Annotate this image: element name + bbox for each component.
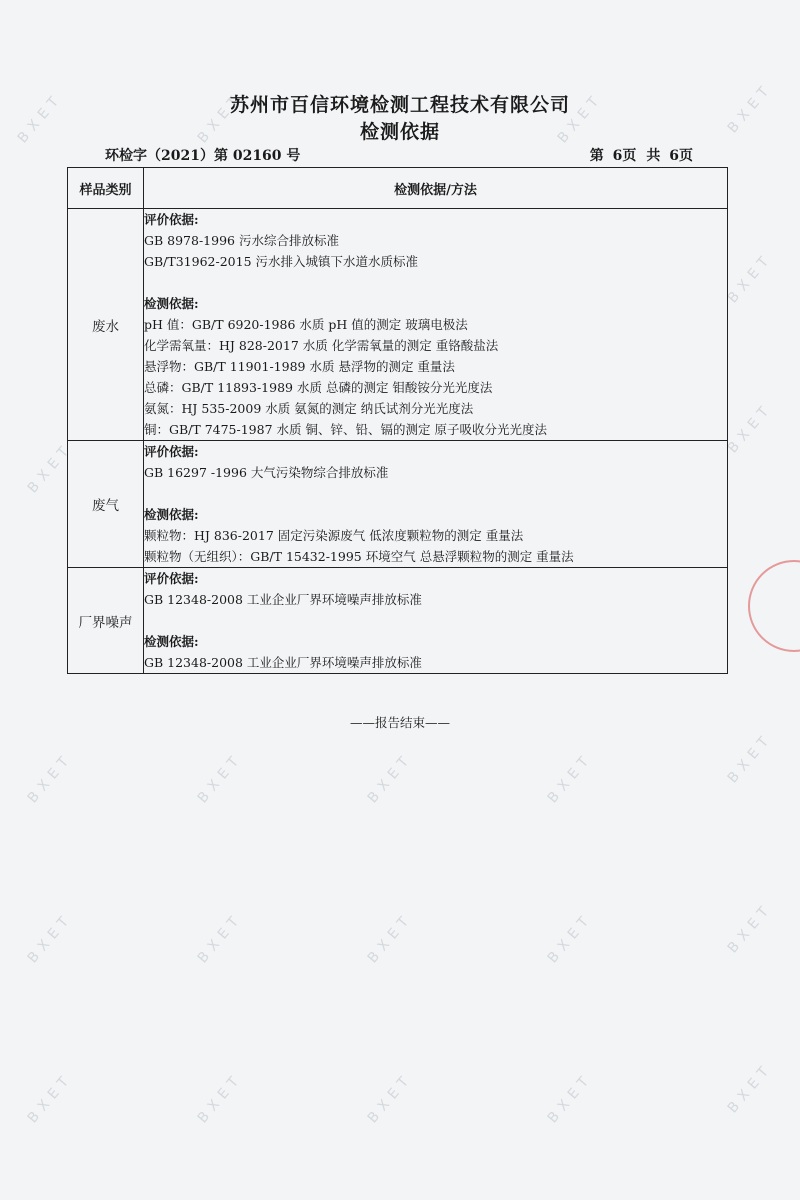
eval-basis-label: 评价依据:: [144, 212, 199, 227]
test-item: pH 值：GB/T 6920-1986 水质 pH 值的测定 玻璃电极法: [144, 317, 468, 332]
watermark-text: BXET: [364, 1069, 416, 1127]
page-current: 第 6页: [589, 148, 637, 164]
test-item: 总磷：GB/T 11893-1989 水质 总磷的测定 钼酸铵分光光度法: [144, 380, 493, 395]
document-number: 环检字（2021）第 02160 号: [105, 148, 301, 164]
eval-basis-label: 评价依据:: [144, 444, 199, 459]
watermark-text: BXET: [544, 1069, 596, 1127]
watermark-text: BXET: [724, 1059, 776, 1117]
method-cell: [144, 441, 728, 568]
test-item: 化学需氧量：HJ 828-2017 水质 化学需氧量的测定 重铬酸盐法: [144, 338, 499, 353]
eval-item: GB/T31962-2015 污水排入城镇下水道水质标准: [144, 254, 418, 269]
watermark-text: BXET: [724, 399, 776, 457]
watermark-text: BXET: [554, 89, 606, 147]
test-basis-label: 检测依据:: [144, 296, 199, 311]
watermark-text: BXET: [724, 79, 776, 137]
test-basis-table: [67, 167, 728, 674]
watermark-text: BXET: [544, 909, 596, 967]
table-row-waste-gas: [68, 441, 728, 568]
watermark-text: BXET: [24, 909, 76, 967]
eval-item: GB 16297 -1996 大气污染物综合排放标准: [144, 465, 389, 480]
category-cell: 厂界噪声: [68, 568, 144, 674]
method-cell: [144, 568, 728, 674]
test-basis-label: 检测依据:: [144, 507, 199, 522]
test-item: 悬浮物：GB/T 11901-1989 水质 悬浮物的测定 重量法: [144, 359, 455, 374]
watermark-text: BXET: [194, 1069, 246, 1127]
category-cell: 废水: [68, 209, 144, 441]
watermark-text: BXET: [724, 899, 776, 957]
watermark-text: BXET: [194, 749, 246, 807]
watermark-text: BXET: [724, 729, 776, 787]
watermark-text: BXET: [724, 249, 776, 307]
eval-item: GB 12348-2008 工业企业厂界环境噪声排放标准: [144, 592, 422, 607]
document-title: 检测依据: [359, 121, 440, 143]
category-cell: 废气: [68, 441, 144, 568]
watermark-text: BXET: [364, 749, 416, 807]
watermark-text: BXET: [24, 1069, 76, 1127]
header-method: 检测依据/方法: [144, 168, 728, 209]
test-item: 氨氮：HJ 535-2009 水质 氨氮的测定 纳氏试剂分光光度法: [144, 401, 474, 416]
table-row-wastewater: [68, 209, 728, 441]
watermark-text: BXET: [194, 89, 246, 147]
test-item: 颗粒物（无组织）：GB/T 15432-1995 环境空气 总悬浮颗粒物的测定 重量法: [144, 549, 574, 564]
watermark-text: BXET: [194, 909, 246, 967]
eval-item: GB 8978-1996 污水综合排放标准: [144, 233, 339, 248]
test-item: GB 12348-2008 工业企业厂界环境噪声排放标准: [144, 655, 422, 670]
company-name: 苏州市百信环境检测工程技术有限公司: [229, 94, 570, 116]
seal-stamp: [748, 560, 800, 652]
report-end-mark: ——报告结束——: [349, 715, 450, 730]
method-cell: [144, 209, 728, 441]
watermark-text: BXET: [24, 439, 76, 497]
watermark-text: BXET: [24, 749, 76, 807]
page-indicator: [580, 145, 693, 165]
watermark-text: BXET: [364, 909, 416, 967]
test-item: 颗粒物：HJ 836-2017 固定污染源废气 低浓度颗粒物的测定 重量法: [144, 528, 524, 543]
table-header-row: [68, 168, 728, 209]
watermark-text: BXET: [14, 89, 66, 147]
test-item: 铜：GB/T 7475-1987 水质 铜、锌、铅、镉的测定 原子吸收分光光度法: [144, 422, 547, 437]
watermark-text: BXET: [544, 749, 596, 807]
eval-basis-label: 评价依据:: [144, 571, 199, 586]
test-basis-label: 检测依据:: [144, 634, 199, 649]
table-row-noise: [68, 568, 728, 674]
page-total: 共 6页: [646, 148, 693, 164]
header-category: 样品类别: [68, 168, 144, 209]
